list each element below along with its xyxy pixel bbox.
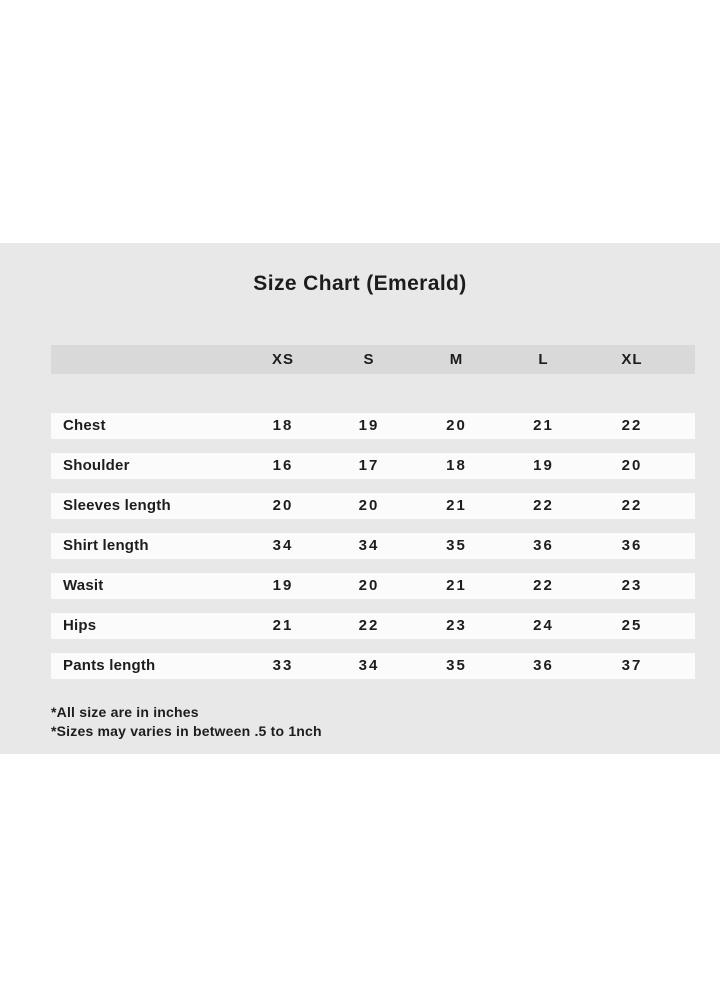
cell-value: 21 bbox=[533, 417, 554, 434]
cell-value: 18 bbox=[272, 417, 294, 434]
cell-value: 23 bbox=[446, 617, 467, 634]
header-cell-empty bbox=[51, 345, 241, 374]
table-row-hips bbox=[51, 613, 695, 639]
size-chart-table bbox=[51, 345, 695, 679]
header-cell-l: L bbox=[538, 351, 549, 368]
cell-value: 22 bbox=[533, 497, 554, 514]
table-row-wasit bbox=[51, 573, 695, 599]
footnote-units: *All size are in inches bbox=[51, 704, 199, 720]
cell-value: 19 bbox=[358, 417, 380, 434]
cell-value: 19 bbox=[533, 457, 554, 474]
cell-value: 20 bbox=[358, 497, 380, 514]
row-label: Hips bbox=[63, 617, 97, 634]
page-title: Size Chart (Emerald) bbox=[253, 272, 467, 295]
row-label: Shirt length bbox=[63, 537, 149, 554]
cell-value: 36 bbox=[533, 537, 554, 554]
row-label: Chest bbox=[63, 417, 106, 434]
header-cell-xl: XL bbox=[621, 351, 643, 368]
cell-value: 34 bbox=[272, 537, 294, 554]
cell-value: 20 bbox=[621, 457, 643, 474]
cell-value: 36 bbox=[533, 657, 554, 674]
row-label: Pants length bbox=[63, 657, 156, 674]
cell-value: 16 bbox=[272, 457, 294, 474]
cell-value: 37 bbox=[621, 657, 643, 674]
cell-value: 21 bbox=[446, 497, 467, 514]
cell-value: 21 bbox=[272, 617, 294, 634]
cell-value: 22 bbox=[621, 417, 643, 434]
cell-value: 33 bbox=[272, 657, 294, 674]
table-row-sleeves-length bbox=[51, 493, 695, 519]
row-label: Sleeves length bbox=[63, 497, 171, 514]
header-cell-m: M bbox=[449, 351, 464, 368]
cell-value: 21 bbox=[446, 577, 467, 594]
table-header-row bbox=[51, 345, 695, 374]
cell-value: 20 bbox=[358, 577, 380, 594]
row-label: Wasit bbox=[63, 577, 104, 594]
table-body bbox=[51, 413, 695, 679]
cell-value: 17 bbox=[358, 457, 380, 474]
footnotes bbox=[51, 703, 720, 741]
cell-value: 36 bbox=[621, 537, 643, 554]
cell-value: 22 bbox=[533, 577, 554, 594]
cell-value: 35 bbox=[446, 537, 467, 554]
header-cell-s: S bbox=[363, 351, 375, 368]
footnote-variance: *Sizes may varies in between .5 to 1nch bbox=[51, 723, 322, 739]
table-row-chest bbox=[51, 413, 695, 439]
size-chart-panel bbox=[0, 243, 720, 754]
cell-value: 23 bbox=[621, 577, 643, 594]
cell-value: 34 bbox=[358, 657, 380, 674]
cell-value: 18 bbox=[446, 457, 467, 474]
table-row-shoulder bbox=[51, 453, 695, 479]
header-cell-xs: XS bbox=[271, 351, 294, 368]
row-label: Shoulder bbox=[63, 457, 130, 474]
cell-value: 22 bbox=[621, 497, 643, 514]
cell-value: 20 bbox=[272, 497, 294, 514]
table-row-pants-length bbox=[51, 653, 695, 679]
cell-value: 20 bbox=[446, 417, 467, 434]
cell-value: 34 bbox=[358, 537, 380, 554]
cell-value: 25 bbox=[621, 617, 643, 634]
cell-value: 24 bbox=[533, 617, 554, 634]
cell-value: 35 bbox=[446, 657, 467, 674]
table-row-shirt-length bbox=[51, 533, 695, 559]
cell-value: 22 bbox=[358, 617, 380, 634]
cell-value: 19 bbox=[272, 577, 294, 594]
